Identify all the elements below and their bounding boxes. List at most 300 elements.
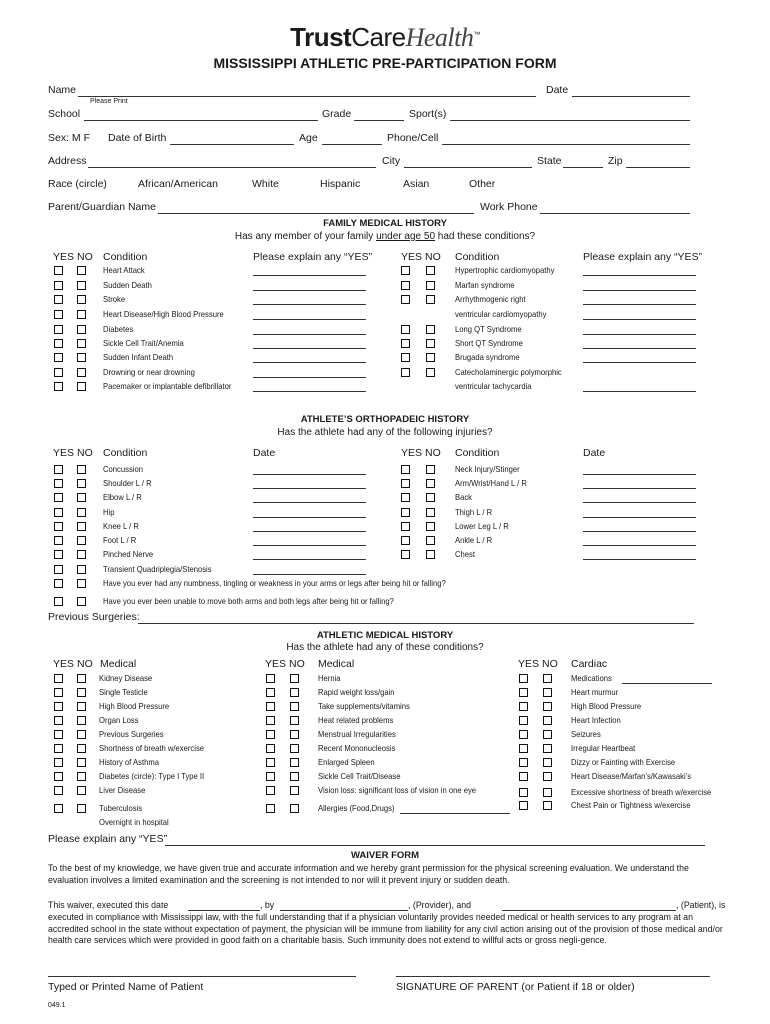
cardiac-label: Seizures — [571, 729, 601, 739]
no-checkbox[interactable] — [426, 266, 435, 275]
injury-label: Hip — [103, 507, 115, 517]
waiver-execute-label: This waiver, executed this date — [48, 900, 169, 910]
state-label: State — [537, 155, 562, 167]
sports-label: Sport(s) — [409, 108, 447, 120]
yes-checkbox[interactable] — [54, 702, 63, 711]
no-checkbox[interactable] — [426, 325, 435, 334]
no-checkbox[interactable] — [543, 730, 552, 739]
condition-label: Kidney Disease — [99, 673, 153, 683]
condition-label: Short QT Syndrome — [455, 338, 523, 348]
no-checkbox[interactable] — [77, 758, 86, 767]
no-checkbox[interactable] — [426, 522, 435, 531]
yes-checkbox[interactable] — [54, 295, 63, 304]
yes-checkbox[interactable] — [519, 788, 528, 797]
yes-checkbox[interactable] — [54, 325, 63, 334]
date-field[interactable] — [583, 474, 696, 475]
injury-label: Lower Leg L / R — [455, 521, 509, 531]
condition-label: Liver Disease — [99, 785, 146, 795]
yes-checkbox[interactable] — [401, 465, 410, 474]
col-condition: Condition — [103, 251, 148, 263]
no-checkbox[interactable] — [543, 674, 552, 683]
no-checkbox[interactable] — [77, 339, 86, 348]
yes-checkbox[interactable] — [401, 339, 410, 348]
race-option[interactable]: African/American — [138, 178, 218, 190]
condition-label: Allergies (Food,Drugs) — [318, 803, 395, 813]
date-field[interactable] — [253, 502, 366, 503]
condition-label: Rapid weight loss/gain — [318, 687, 395, 697]
yes-checkbox[interactable] — [54, 310, 63, 319]
athletic-history-heading: ATHLETIC MEDICAL HISTORY — [316, 630, 454, 641]
yes-checkbox[interactable] — [401, 295, 410, 304]
col-condition: Condition — [103, 447, 148, 459]
condition-label: Hernia — [318, 673, 341, 683]
yes-checkbox[interactable] — [54, 550, 63, 559]
cardiac-label: High Blood Pressure — [571, 701, 642, 711]
zip-label: Zip — [608, 155, 623, 167]
condition-label: Long QT Syndrome — [455, 324, 522, 334]
no-checkbox[interactable] — [290, 744, 299, 753]
condition-label: Heart Disease/High Blood Pressure — [103, 309, 224, 319]
no-checkbox[interactable] — [290, 716, 299, 725]
col-cardiac: Cardiac — [571, 658, 608, 670]
age-field[interactable] — [322, 144, 382, 145]
no-checkbox[interactable] — [426, 281, 435, 290]
no-checkbox[interactable] — [77, 295, 86, 304]
injury-label: Concussion — [103, 464, 143, 474]
no-checkbox[interactable] — [77, 536, 86, 545]
paralysis-question: Have you ever been unable to move both arms and both legs after being hit or falling? — [103, 596, 394, 606]
yes-checkbox[interactable] — [519, 674, 528, 683]
no-checkbox[interactable] — [426, 368, 435, 377]
explain-field[interactable] — [253, 391, 366, 392]
explain-field[interactable] — [583, 290, 696, 291]
explain-yes-field[interactable] — [165, 845, 705, 846]
no-checkbox[interactable] — [77, 281, 86, 290]
yes-checkbox[interactable] — [519, 716, 528, 725]
explain-field[interactable] — [583, 348, 696, 349]
no-checkbox[interactable] — [290, 674, 299, 683]
no-checkbox[interactable] — [77, 786, 86, 795]
waiver-patient-field[interactable] — [502, 910, 676, 911]
no-checkbox[interactable] — [77, 479, 86, 488]
condition-label: Arrhythmogenic right — [455, 294, 526, 304]
col-no: NO — [77, 658, 93, 670]
yes-checkbox[interactable] — [54, 493, 63, 502]
no-checkbox[interactable] — [77, 702, 86, 711]
injury-label: Pinched Nerve — [103, 549, 154, 559]
injury-label: Neck Injury/Stinger — [455, 464, 520, 474]
waiver-statement: To the best of my knowledge, we have given true and accurate information and we hereby grant permission for the physical screening evaluation. We understand the evaluation involves a limited examination and the screening is not intended to nor will it prevent injury or sudden death. — [48, 863, 689, 885]
condition-label: Heat related problems — [318, 715, 394, 725]
yes-checkbox[interactable] — [401, 508, 410, 517]
patient-name-label: Typed or Printed Name of Patient — [48, 981, 204, 993]
no-checkbox[interactable] — [543, 758, 552, 767]
waiver-by-label: , by — [260, 900, 275, 910]
col-no: NO — [425, 447, 441, 459]
state-field[interactable] — [563, 167, 603, 168]
yes-checkbox[interactable] — [266, 702, 275, 711]
injury-label: Chest — [455, 549, 475, 559]
no-checkbox[interactable] — [77, 744, 86, 753]
yes-checkbox[interactable] — [54, 508, 63, 517]
yes-checkbox[interactable] — [54, 579, 63, 588]
no-checkbox[interactable] — [543, 788, 552, 797]
no-checkbox[interactable] — [426, 465, 435, 474]
yes-checkbox[interactable] — [266, 786, 275, 795]
address-field[interactable] — [88, 167, 376, 168]
no-checkbox[interactable] — [77, 493, 86, 502]
sports-field[interactable] — [450, 120, 690, 121]
parent-signature-field[interactable] — [396, 976, 710, 977]
col-no: NO — [77, 251, 93, 263]
dob-field[interactable] — [170, 144, 294, 145]
yes-checkbox[interactable] — [54, 688, 63, 697]
condition-label: Sudden Death — [103, 280, 152, 290]
date-field[interactable] — [583, 517, 696, 518]
yes-checkbox[interactable] — [401, 493, 410, 502]
waiver-heading: WAIVER FORM — [350, 850, 420, 861]
yes-checkbox[interactable] — [401, 550, 410, 559]
cardiac-label: Medications — [571, 673, 612, 683]
explain-field[interactable] — [253, 334, 366, 335]
race-option[interactable]: Hispanic — [320, 178, 361, 190]
col-explain: Please explain any “YES” — [583, 251, 703, 263]
yes-checkbox[interactable] — [54, 479, 63, 488]
condition-label: Brugada syndrome — [455, 352, 520, 362]
allergies-field[interactable] — [400, 813, 510, 814]
yes-checkbox[interactable] — [401, 368, 410, 377]
yes-checkbox[interactable] — [54, 744, 63, 753]
yes-checkbox[interactable] — [54, 716, 63, 725]
yes-checkbox[interactable] — [54, 266, 63, 275]
col-date: Date — [583, 447, 606, 459]
no-checkbox[interactable] — [543, 688, 552, 697]
explain-field[interactable] — [583, 334, 696, 335]
city-field[interactable] — [404, 167, 532, 168]
yes-checkbox[interactable] — [266, 674, 275, 683]
no-checkbox[interactable] — [77, 597, 86, 606]
school-label: School — [48, 108, 81, 120]
date-field[interactable] — [253, 531, 366, 532]
condition-label: Single Testicle — [99, 687, 148, 697]
col-yes: YES — [53, 447, 75, 459]
yes-checkbox[interactable] — [266, 744, 275, 753]
condition-label: Previous Surgeries — [99, 729, 164, 739]
injury-label: Elbow L / R — [103, 492, 142, 502]
date-field[interactable] — [572, 96, 690, 97]
age-label: Age — [299, 132, 318, 144]
explain-field[interactable] — [253, 304, 366, 305]
yes-checkbox[interactable] — [519, 801, 528, 810]
yes-checkbox[interactable] — [54, 339, 63, 348]
injury-label: Shoulder L / R — [103, 478, 152, 488]
yes-checkbox[interactable] — [519, 744, 528, 753]
zip-field[interactable] — [626, 167, 690, 168]
no-checkbox[interactable] — [543, 801, 552, 810]
no-checkbox[interactable] — [77, 353, 86, 362]
injury-label: Back — [455, 492, 473, 502]
no-checkbox[interactable] — [77, 579, 86, 588]
yes-checkbox[interactable] — [54, 786, 63, 795]
col-yes: YES — [401, 447, 423, 459]
date-field[interactable] — [253, 517, 366, 518]
no-checkbox[interactable] — [77, 674, 86, 683]
parent-signature-label: SIGNATURE OF PARENT (or Patient if 18 or older) — [396, 981, 635, 993]
condition-label: Marfan syndrome — [455, 280, 515, 290]
grade-field[interactable] — [354, 120, 404, 121]
yes-checkbox[interactable] — [266, 758, 275, 767]
explain-field[interactable] — [253, 348, 366, 349]
col-explain: Please explain any “YES” — [253, 251, 373, 263]
no-checkbox[interactable] — [77, 465, 86, 474]
school-field[interactable] — [84, 120, 318, 121]
no-checkbox[interactable] — [77, 730, 86, 739]
yes-checkbox[interactable] — [519, 688, 528, 697]
explain-field[interactable] — [253, 319, 366, 320]
yes-checkbox[interactable] — [401, 479, 410, 488]
explain-field[interactable] — [253, 362, 366, 363]
yes-checkbox[interactable] — [401, 325, 410, 334]
no-checkbox[interactable] — [290, 772, 299, 781]
yes-checkbox[interactable] — [266, 730, 275, 739]
condition-label: Enlarged Spleen — [318, 757, 375, 767]
condition-label: Sickle Cell Trait/Anemia — [103, 338, 184, 348]
race-label: Race (circle) — [48, 178, 107, 190]
col-condition: Condition — [455, 447, 500, 459]
no-checkbox[interactable] — [426, 353, 435, 362]
no-checkbox[interactable] — [290, 786, 299, 795]
yes-checkbox[interactable] — [519, 702, 528, 711]
condition-label: Pacemaker or implantable defibrillator — [103, 381, 232, 391]
date-field[interactable] — [253, 474, 366, 475]
no-checkbox[interactable] — [77, 508, 86, 517]
ortho-history-heading: ATHLETE’S ORTHOPADEIC HISTORY — [300, 414, 470, 425]
no-checkbox[interactable] — [77, 716, 86, 725]
yes-checkbox[interactable] — [401, 522, 410, 531]
yes-checkbox[interactable] — [54, 382, 63, 391]
yes-checkbox[interactable] — [401, 281, 410, 290]
yes-checkbox[interactable] — [54, 674, 63, 683]
date-field[interactable] — [583, 545, 696, 546]
ortho-history-question: Has the athlete had any of the following injuries? — [277, 427, 493, 438]
yes-checkbox[interactable] — [54, 522, 63, 531]
condition-label: Organ Loss — [99, 715, 139, 725]
family-history-question: Has any member of your family under age 50 had these conditions? — [234, 231, 536, 242]
col-yes: YES — [265, 658, 287, 670]
no-checkbox[interactable] — [77, 382, 86, 391]
city-label: City — [382, 155, 401, 167]
yes-checkbox[interactable] — [401, 266, 410, 275]
yes-checkbox[interactable] — [54, 804, 63, 813]
race-option[interactable]: Asian — [403, 178, 430, 190]
grade-label: Grade — [322, 108, 352, 120]
athletic-history-question: Has the athlete had any of these conditions? — [286, 642, 484, 653]
explain-field[interactable] — [583, 319, 696, 320]
col-no: NO — [289, 658, 305, 670]
explain-field[interactable] — [253, 275, 366, 276]
condition-label: Sudden Infant Death — [103, 352, 174, 362]
col-date: Date — [253, 447, 276, 459]
waiver-legal-text: executed in compliance with Mississippi law, with the full understanding that if a physician voluntarily provides needed medical or health services to any program at an accredited school in the state without expectation of payment, the physician will be immune from liability for any civil action arising out of the provision of those medical and/or health care services which were provided in good faith on a charitable basis. Such immunity does not extend to willful acts or gross negli-gence. — [48, 912, 723, 945]
injury-label: Foot L / R — [103, 535, 137, 545]
col-yes: YES — [518, 658, 540, 670]
no-checkbox[interactable] — [77, 772, 86, 781]
explain-field[interactable] — [583, 304, 696, 305]
no-checkbox[interactable] — [77, 522, 86, 531]
no-checkbox[interactable] — [290, 730, 299, 739]
yes-checkbox[interactable] — [54, 465, 63, 474]
yes-checkbox[interactable] — [54, 758, 63, 767]
date-field[interactable] — [253, 545, 366, 546]
work-phone-field[interactable] — [540, 213, 690, 214]
race-option[interactable]: White — [252, 178, 279, 190]
cardiac-label: Chest Pain or Tightness w/exercise — [571, 800, 691, 810]
no-checkbox[interactable] — [426, 536, 435, 545]
injury-label: Knee L / R — [103, 521, 139, 531]
explain-field[interactable] — [253, 377, 366, 378]
cardiac-label: Heart Infection — [571, 715, 621, 725]
cardiac-label: Dizzy or Fainting with Exercise — [571, 757, 676, 767]
condition-label: Stroke — [103, 294, 126, 304]
explain-field[interactable] — [583, 362, 696, 363]
explain-field[interactable] — [253, 290, 366, 291]
no-checkbox[interactable] — [543, 772, 552, 781]
condition-label: Vision loss: significant loss of vision in one eye — [318, 785, 477, 795]
page-title: MISSISSIPPI ATHLETIC PRE-PARTICIPATION FORM — [213, 55, 557, 71]
yes-checkbox[interactable] — [54, 772, 63, 781]
col-no: NO — [77, 447, 93, 459]
condition-label: ventricular cardiomyopathy — [455, 309, 547, 319]
no-checkbox[interactable] — [543, 716, 552, 725]
no-checkbox[interactable] — [77, 310, 86, 319]
medications-field[interactable] — [622, 683, 712, 684]
no-checkbox[interactable] — [77, 550, 86, 559]
waiver-date-field[interactable] — [188, 910, 260, 911]
race-option[interactable]: Other — [469, 178, 496, 190]
col-medical: Medical — [318, 658, 355, 670]
yes-checkbox[interactable] — [519, 730, 528, 739]
form-number: 049.1 — [48, 1002, 66, 1009]
condition-label: Catecholaminergic polymorphic — [455, 367, 562, 377]
no-checkbox[interactable] — [77, 804, 86, 813]
yes-checkbox[interactable] — [519, 758, 528, 767]
explain-field[interactable] — [583, 391, 696, 392]
no-checkbox[interactable] — [290, 702, 299, 711]
sex-selector[interactable]: Sex: M F — [48, 132, 91, 144]
no-checkbox[interactable] — [77, 565, 86, 574]
previous-surgeries-label: Previous Surgeries: — [48, 611, 140, 623]
yes-checkbox[interactable] — [54, 368, 63, 377]
date-field[interactable] — [583, 559, 696, 560]
family-history-heading: FAMILY MEDICAL HISTORY — [323, 218, 447, 229]
date-field[interactable] — [583, 502, 696, 503]
condition-label: Diabetes — [103, 324, 134, 334]
yes-checkbox[interactable] — [54, 597, 63, 606]
cardiac-label: Excessive shortness of breath w/exercise — [571, 787, 712, 797]
explain-field[interactable] — [583, 275, 696, 276]
no-checkbox[interactable] — [426, 295, 435, 304]
previous-surgeries-field[interactable] — [138, 623, 694, 624]
no-checkbox[interactable] — [426, 550, 435, 559]
no-checkbox[interactable] — [77, 266, 86, 275]
no-checkbox[interactable] — [77, 325, 86, 334]
name-field[interactable] — [78, 96, 536, 97]
address-label: Address — [48, 155, 87, 167]
explain-yes-label: Please explain any “YES” — [48, 833, 168, 845]
yes-checkbox[interactable] — [54, 730, 63, 739]
patient-name-field[interactable] — [48, 976, 356, 977]
name-label: Name — [48, 84, 77, 96]
cardiac-label: Irregular Heartbeat — [571, 743, 636, 753]
yes-checkbox[interactable] — [266, 716, 275, 725]
date-field[interactable] — [583, 531, 696, 532]
brand-logo: TrustCareHealth™ — [290, 22, 480, 52]
work-phone-label: Work Phone — [480, 201, 538, 213]
no-checkbox[interactable] — [290, 688, 299, 697]
no-checkbox[interactable] — [290, 758, 299, 767]
date-field[interactable] — [583, 488, 696, 489]
date-field[interactable] — [253, 559, 366, 560]
yes-checkbox[interactable] — [54, 565, 63, 574]
condition-label: Recent Mononucleosis — [318, 743, 396, 753]
yes-checkbox[interactable] — [54, 353, 63, 362]
yes-checkbox[interactable] — [519, 772, 528, 781]
condition-label: History of Asthma — [99, 757, 159, 767]
no-checkbox[interactable] — [290, 804, 299, 813]
col-yes: YES — [401, 251, 423, 263]
no-checkbox[interactable] — [543, 744, 552, 753]
guardian-field[interactable] — [158, 213, 474, 214]
yes-checkbox[interactable] — [266, 804, 275, 813]
condition-label: Menstrual Irregularities — [318, 729, 396, 739]
col-no: NO — [425, 251, 441, 263]
waiver-patient-label: , (Patient), is — [676, 900, 726, 910]
no-checkbox[interactable] — [426, 479, 435, 488]
no-checkbox[interactable] — [543, 702, 552, 711]
no-checkbox[interactable] — [426, 339, 435, 348]
yes-checkbox[interactable] — [266, 688, 275, 697]
condition-label: Overnight in hospital — [99, 817, 169, 827]
date-field[interactable] — [253, 574, 366, 575]
date-field[interactable] — [253, 488, 366, 489]
yes-checkbox[interactable] — [401, 353, 410, 362]
waiver-provider-label: , (Provider), and — [408, 900, 472, 910]
date-label: Date — [546, 84, 569, 96]
yes-checkbox[interactable] — [54, 536, 63, 545]
col-condition: Condition — [455, 251, 500, 263]
no-checkbox[interactable] — [426, 508, 435, 517]
col-yes: YES — [53, 658, 75, 670]
condition-label: Sickle Cell Trait/Disease — [318, 771, 401, 781]
condition-label: Drowning or near drowning — [103, 367, 195, 377]
injury-label: Ankle L / R — [455, 535, 493, 545]
yes-checkbox[interactable] — [266, 772, 275, 781]
please-print-note: Please Print — [90, 98, 128, 105]
no-checkbox[interactable] — [77, 368, 86, 377]
cardiac-label: Heart Disease/Marfan’s/Kawasaki’s — [571, 771, 692, 781]
col-no: NO — [542, 658, 558, 670]
no-checkbox[interactable] — [426, 493, 435, 502]
condition-label: ventricular tachycardia — [455, 381, 532, 391]
yes-checkbox[interactable] — [54, 281, 63, 290]
no-checkbox[interactable] — [77, 688, 86, 697]
cardiac-label: Heart murmur — [571, 687, 619, 697]
col-medical: Medical — [100, 658, 137, 670]
yes-checkbox[interactable] — [401, 536, 410, 545]
phone-field[interactable] — [442, 144, 690, 145]
condition-label: Diabetes (circle): Type I Type II — [99, 771, 205, 781]
waiver-provider-field[interactable] — [280, 910, 408, 911]
